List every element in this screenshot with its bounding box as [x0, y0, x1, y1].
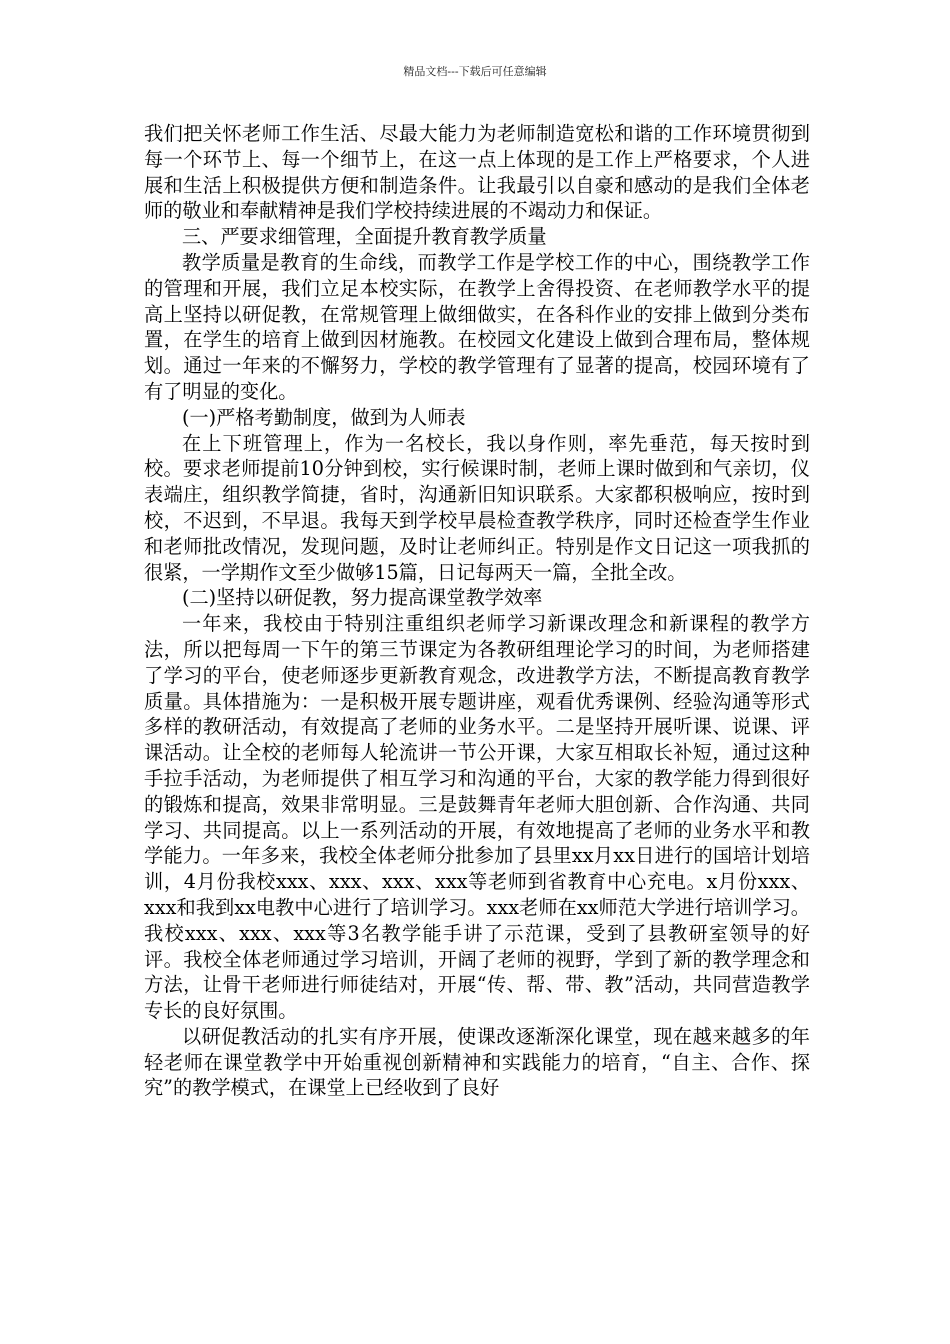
subsection-heading-1: (一)严格考勤制度，做到为人师表: [182, 405, 466, 429]
section-heading-3: 三、严要求细管理，全面提升教育教学质量: [182, 225, 547, 249]
subsection-heading-2: (二)坚持以研促教，努力提高课堂教学效率: [182, 586, 543, 610]
paragraph-intro: 我们把关怀老师工作生活、尽最大能力为老师制造宽松和谐的工作环境贯彻到每一个环节上、每一个细节上，在这一点上体现的是工作上严格要求，个人进展和生活上积极提供方便和制造条件。让我最引以自豪和感动的是我们全体老师的敬业和奉献精神是我们学校持续进展的不竭动力和保证。: [144, 122, 810, 223]
document-body: [144, 121, 810, 1101]
paragraph-research: 一年来，我校由于特别注重组织老师学习新课改理念和新课程的教学方法，所以把每周一下午的第三节课定为各教研组理论学习的时间，为老师搭建了学习的平台，使老师逐步更新教育观念，改进教学方法，不断提高教育教学质量。具体措施为：一是积极开展专题讲座，观看优秀课例、经验沟通等形式多样的教研活动，有效提高了老师的业务水平。二是坚持开展听课、说课、评课活动。让全校的老师每人轮流讲一节公开课，大家互相取长补短，通过这种手拉手活动，为老师提供了相互学习和沟通的平台，大家的教学能力得到很好的锻炼和提高，效果非常明显。三是鼓舞青年老师大胆创新、合作沟通、共同学习、共同提高。以上一系列活动的开展，有效地提高了老师的业务水平和教学能力。一年多来，我校全体老师分批参加了县里xx月xx日进行的国培计划培训，4月份我校xxx、xxx、xxx、xxx等老师到省教育中心充电。x月份xxx、xxx和我到xx电教中心进行了培训学习。xxx老师在xx师范大学进行培训学习。我校xxx、xxx、xxx等3名教学能手讲了示范课，受到了县教研室领导的好评。我校全体老师通过学习培训，开阔了老师的视野，学到了新的教学理念和方法，让骨干老师进行师徒结对，开展“传、帮、带、教”活动，共同营造教学专长的良好氛围。: [144, 612, 810, 1023]
paragraph-reform: 以研促教活动的扎实有序开展，使课改逐渐深化课堂，现在越来越多的年轻老师在课堂教学中开始重视创新精神和实践能力的培育，“自主、合作、探究”的教学模式，在课堂上已经收到了良好: [144, 1024, 810, 1100]
paragraph-attendance: 在上下班管理上，作为一名校长，我以身作则，率先垂范，每天按时到校。要求老师提前10分钟到校，实行候课时制，老师上课时做到和气亲切，仪表端庄，组织教学简捷，省时，沟通新旧知识联系。大家都积极响应，按时到校，不迟到，不早退。我每天到学校早晨检查教学秩序，同时还检查学生作业和老师批改情况，发现问题，及时让老师纠正。特别是作文日记这一项我抓的很紧，一学期作文至少做够15篇，日记每两天一篇，全批全改。: [144, 431, 810, 584]
page-header: 精品文档---下载后可任意编辑: [403, 65, 547, 78]
paragraph-teaching-quality: 教学质量是教育的生命线，而教学工作是学校工作的中心，围绕教学工作的管理和开展，我们立足本校实际，在教学上舍得投资、在老师教学水平的提高上坚持以研促教，在常规管理上做细做实，在各科作业的安排上做到分类布置，在学生的培育上做到因材施教。在校园文化建设上做到合理布局，整体规划。通过一年来的不懈努力，学校的教学管理有了显著的提高，校园环境有了有了明显的变化。: [144, 250, 810, 403]
